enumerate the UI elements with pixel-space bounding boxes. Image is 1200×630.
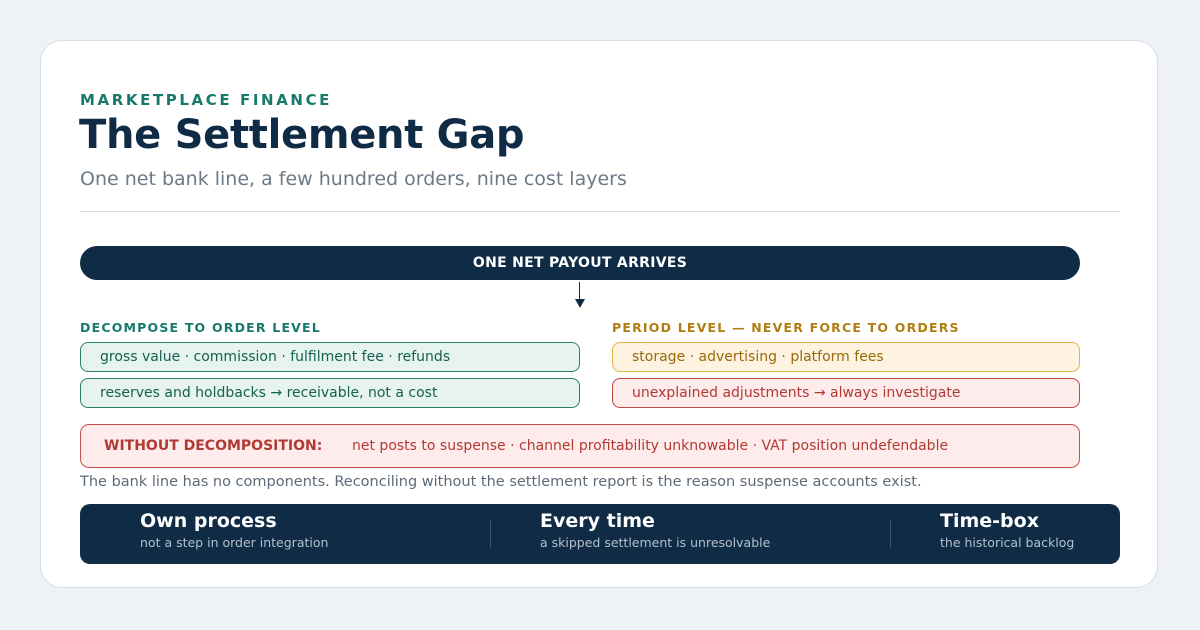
warning-label: WITHOUT DECOMPOSITION: [104, 438, 323, 454]
warning-box [80, 424, 1080, 468]
principle-divider [890, 520, 891, 548]
order-level-item: reserves and holdbacks → receivable, not a cost [80, 378, 580, 408]
principle-item [940, 510, 1074, 550]
principle-title: Own process [140, 510, 277, 532]
principle-subtitle: the historical backlog [940, 535, 1075, 550]
order-level-heading: DECOMPOSE TO ORDER LEVEL [80, 320, 321, 335]
principle-subtitle: a skipped settlement is unresolvable [540, 535, 771, 550]
period-level-heading: PERIOD LEVEL — NEVER FORCE TO ORDERS [612, 320, 960, 335]
down-arrow-icon [575, 299, 585, 308]
principle-item [540, 510, 770, 550]
order-level-item: gross value · commission · fulfilment fee · refunds [80, 342, 580, 372]
footnote: The bank line has no components. Reconciling without the settlement report is the reason suspense accounts exist. [80, 474, 922, 490]
warning-text: net posts to suspense · channel profitability unknowable · VAT position undefendable [352, 438, 949, 454]
page-title: The Settlement Gap [79, 112, 525, 158]
period-level-item-alert: unexplained adjustments → always investigate [612, 378, 1080, 408]
header-divider [80, 211, 1120, 212]
principle-title: Time-box [940, 510, 1039, 532]
eyebrow: MARKETPLACE FINANCE [80, 91, 333, 109]
principle-title: Every time [540, 510, 655, 532]
principle-subtitle: not a step in order integration [140, 535, 329, 550]
down-arrow-shaft [579, 282, 580, 299]
payout-banner [80, 246, 1080, 280]
principle-item [140, 510, 328, 550]
payout-label: ONE NET PAYOUT ARRIVES [472, 255, 688, 271]
page-subtitle: One net bank line, a few hundred orders, nine cost layers [80, 168, 627, 190]
principles-bar [80, 504, 1120, 564]
period-level-item: storage · advertising · platform fees [612, 342, 1080, 372]
principle-divider [490, 520, 491, 548]
